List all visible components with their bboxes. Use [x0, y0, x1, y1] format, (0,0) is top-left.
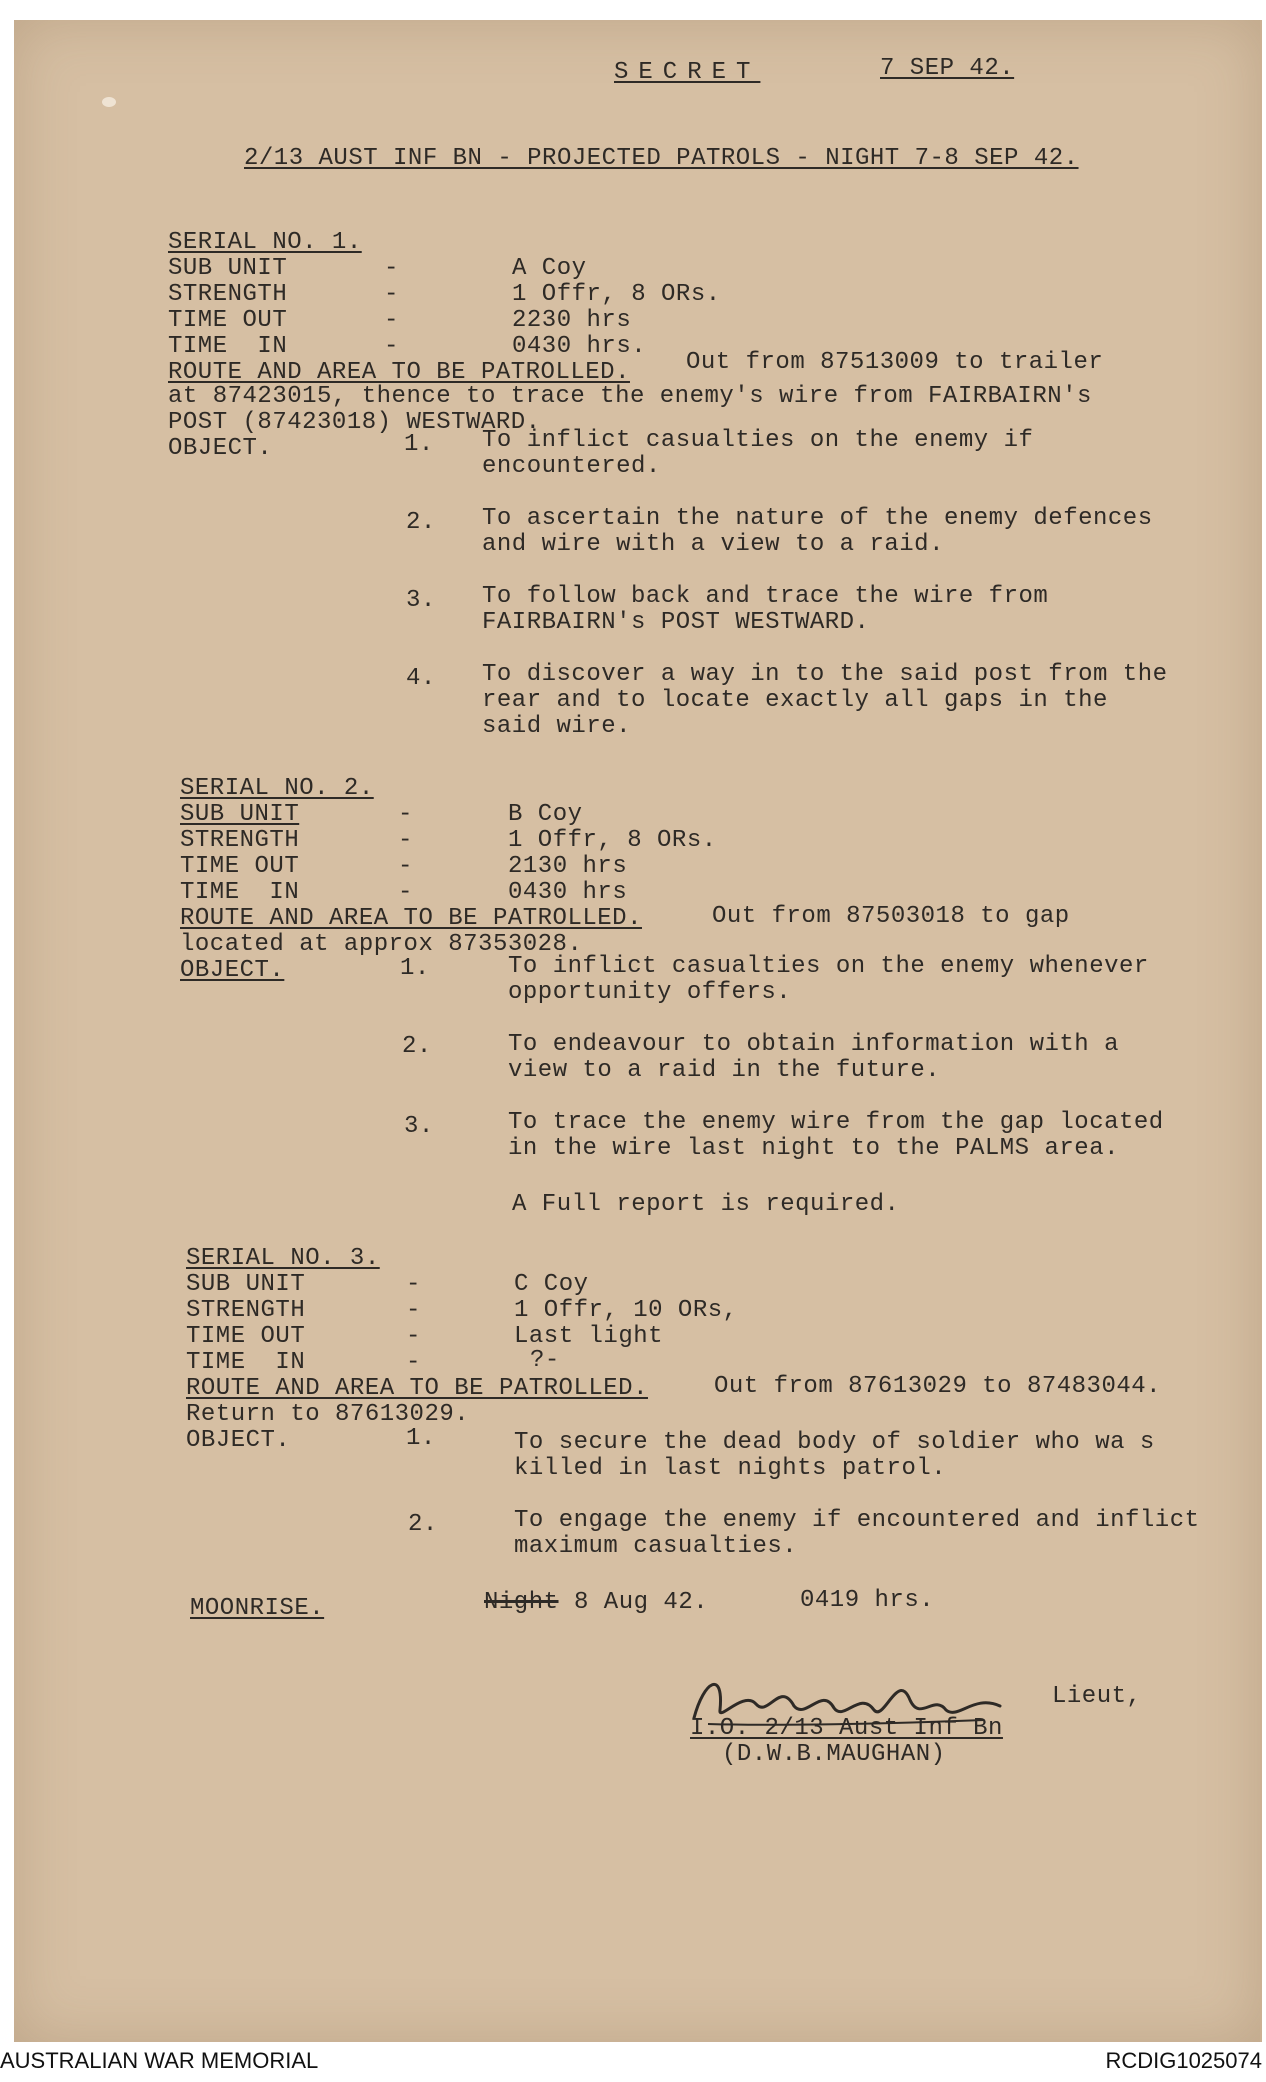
serial-3-object-label: OBJECT.	[186, 1427, 291, 1454]
signature-rank: Lieut,	[1052, 1683, 1142, 1710]
serial-1-field-label: SUB UNIT	[168, 255, 288, 282]
serial-1-object-text: encountered.	[482, 453, 661, 480]
serial-3-field-dash: -	[406, 1323, 421, 1350]
serial-1-object-number: 2.	[406, 509, 436, 536]
serial-1-object-text: To ascertain the nature of the enemy defences	[482, 505, 1153, 532]
serial-2-field-label: SUB UNIT	[180, 801, 300, 828]
serial-1-object-text: To inflict casualties on the enemy if	[482, 427, 1034, 454]
serial-1-route-line: Out from 87513009 to trailer	[686, 349, 1104, 376]
serial-3-object-text: killed in last nights patrol.	[514, 1455, 947, 1482]
serial-2-field-dash: -	[398, 801, 413, 828]
serial-1-route-line: POST (87423018) WESTWARD.	[168, 409, 541, 436]
moonrise-struck-word: Night	[484, 1589, 559, 1616]
serial-2-object-number: 3.	[404, 1113, 434, 1140]
serial-1-field-label: TIME IN	[168, 333, 288, 360]
serial-1-object-text: To discover a way in to the said post from the	[482, 661, 1168, 688]
serial-3-field-dash: -	[406, 1297, 421, 1324]
serial-3-heading: SERIAL NO. 3.	[186, 1245, 380, 1272]
serial-2-field-value: B Coy	[508, 801, 583, 828]
serial-2-object-text: To trace the enemy wire from the gap located	[508, 1109, 1164, 1136]
serial-1-field-value: A Coy	[512, 255, 587, 282]
serial-2-route-label: ROUTE AND AREA TO BE PATROLLED.	[180, 905, 642, 932]
serial-1-object-number: 1.	[404, 431, 434, 458]
serial-3-object-number: 1.	[406, 1425, 436, 1452]
serial-1-route-line: at 87423015, thence to trace the enemy's wire from FAIRBAIRN's	[168, 383, 1092, 410]
document-date: 7 SEP 42.	[880, 55, 1015, 82]
serial-2-object-text: To endeavour to obtain information with a	[508, 1031, 1119, 1058]
serial-2-object-text: view to a raid in the future.	[508, 1057, 941, 1084]
serial-2-field-value: 2130 hrs	[508, 853, 628, 880]
serial-2-note: A Full report is required.	[512, 1191, 900, 1218]
serial-2-object-text: To inflict casualties on the enemy whenever	[508, 953, 1149, 980]
serial-2-field-dash: -	[398, 879, 413, 906]
serial-1-object-text: To follow back and trace the wire from	[482, 583, 1049, 610]
moonrise-time: 0419 hrs.	[800, 1587, 935, 1614]
serial-1-field-dash: -	[384, 333, 399, 360]
serial-2-field-value: 0430 hrs	[508, 879, 628, 906]
serial-3-route-line: Return to 87613029.	[186, 1401, 470, 1428]
serial-3-field-dash: -	[406, 1349, 421, 1376]
signature-position: I.O. 2/13 Aust Inf Bn	[690, 1715, 1003, 1742]
serial-3-field-dash: -	[406, 1271, 421, 1298]
serial-2-heading: SERIAL NO. 2.	[180, 775, 374, 802]
serial-3-object-number: 2.	[408, 1511, 438, 1538]
serial-1-heading: SERIAL NO. 1.	[168, 229, 362, 256]
serial-1-field-value: 2230 hrs	[512, 307, 632, 334]
serial-3-field-value: C Coy	[514, 1271, 589, 1298]
serial-1-route-label: ROUTE AND AREA TO BE PATROLLED.	[168, 359, 630, 386]
serial-2-field-label: TIME OUT	[180, 853, 300, 880]
serial-2-field-label: STRENGTH	[180, 827, 300, 854]
serial-2-field-value: 1 Offr, 8 ORs.	[508, 827, 717, 854]
serial-1-field-label: TIME OUT	[168, 307, 288, 334]
serial-2-field-label: TIME IN	[180, 879, 300, 906]
serial-2-field-dash: -	[398, 827, 413, 854]
serial-1-object-number: 3.	[406, 587, 436, 614]
serial-3-object-text: maximum casualties.	[514, 1533, 798, 1560]
serial-2-object-text: opportunity offers.	[508, 979, 792, 1006]
signature-name: (D.W.B.MAUGHAN)	[722, 1741, 946, 1768]
moonrise-label: MOONRISE.	[190, 1595, 325, 1622]
serial-3-field-value: ?-	[530, 1347, 560, 1374]
serial-2-object-label: OBJECT.	[180, 957, 285, 984]
document-title: 2/13 AUST INF BN - PROJECTED PATROLS - NIGHT 7-8 SEP 42.	[244, 145, 1079, 172]
classification: SECRET	[614, 59, 761, 86]
serial-1-object-text: said wire.	[482, 713, 632, 740]
serial-2-field-dash: -	[398, 853, 413, 880]
footer-record-id: RCDIG1025074	[1105, 2048, 1262, 2073]
serial-1-field-value: 0430 hrs.	[512, 333, 647, 360]
serial-2-object-number: 1.	[400, 955, 430, 982]
serial-3-field-label: TIME OUT	[186, 1323, 306, 1350]
serial-3-field-label: TIME IN	[186, 1349, 306, 1376]
serial-3-route-line: Out from 87613029 to 87483044.	[714, 1373, 1162, 1400]
moonrise-date: 8 Aug 42.	[574, 1589, 709, 1616]
serial-3-object-text: To secure the dead body of soldier who wa s	[514, 1429, 1155, 1456]
serial-3-field-label: SUB UNIT	[186, 1271, 306, 1298]
serial-1-field-dash: -	[384, 281, 399, 308]
serial-1-object-text: rear and to locate exactly all gaps in the	[482, 687, 1108, 714]
serial-1-object-text: and wire with a view to a raid.	[482, 531, 944, 558]
serial-3-object-text: To engage the enemy if encountered and inflict	[514, 1507, 1200, 1534]
document-paper	[14, 20, 1262, 2042]
serial-1-field-label: STRENGTH	[168, 281, 288, 308]
serial-2-route-line: Out from 87503018 to gap	[712, 903, 1070, 930]
serial-1-field-dash: -	[384, 307, 399, 334]
serial-3-field-value: Last light	[514, 1323, 664, 1350]
serial-2-route-line: located at approx 87353028.	[180, 931, 583, 958]
serial-1-field-value: 1 Offr, 8 ORs.	[512, 281, 721, 308]
serial-1-object-number: 4.	[406, 665, 436, 692]
serial-1-object-text: FAIRBAIRN's POST WESTWARD.	[482, 609, 870, 636]
serial-2-object-number: 2.	[402, 1033, 432, 1060]
serial-3-field-value: 1 Offr, 10 ORs,	[514, 1297, 738, 1324]
serial-3-field-label: STRENGTH	[186, 1297, 306, 1324]
footer-institution: AUSTRALIAN WAR MEMORIAL	[0, 2048, 319, 2073]
serial-2-object-text: in the wire last night to the PALMS area.	[508, 1135, 1119, 1162]
serial-1-object-label: OBJECT.	[168, 435, 273, 462]
punch-hole	[102, 97, 116, 107]
serial-3-route-label: ROUTE AND AREA TO BE PATROLLED.	[186, 1375, 648, 1402]
serial-1-field-dash: -	[384, 255, 399, 282]
